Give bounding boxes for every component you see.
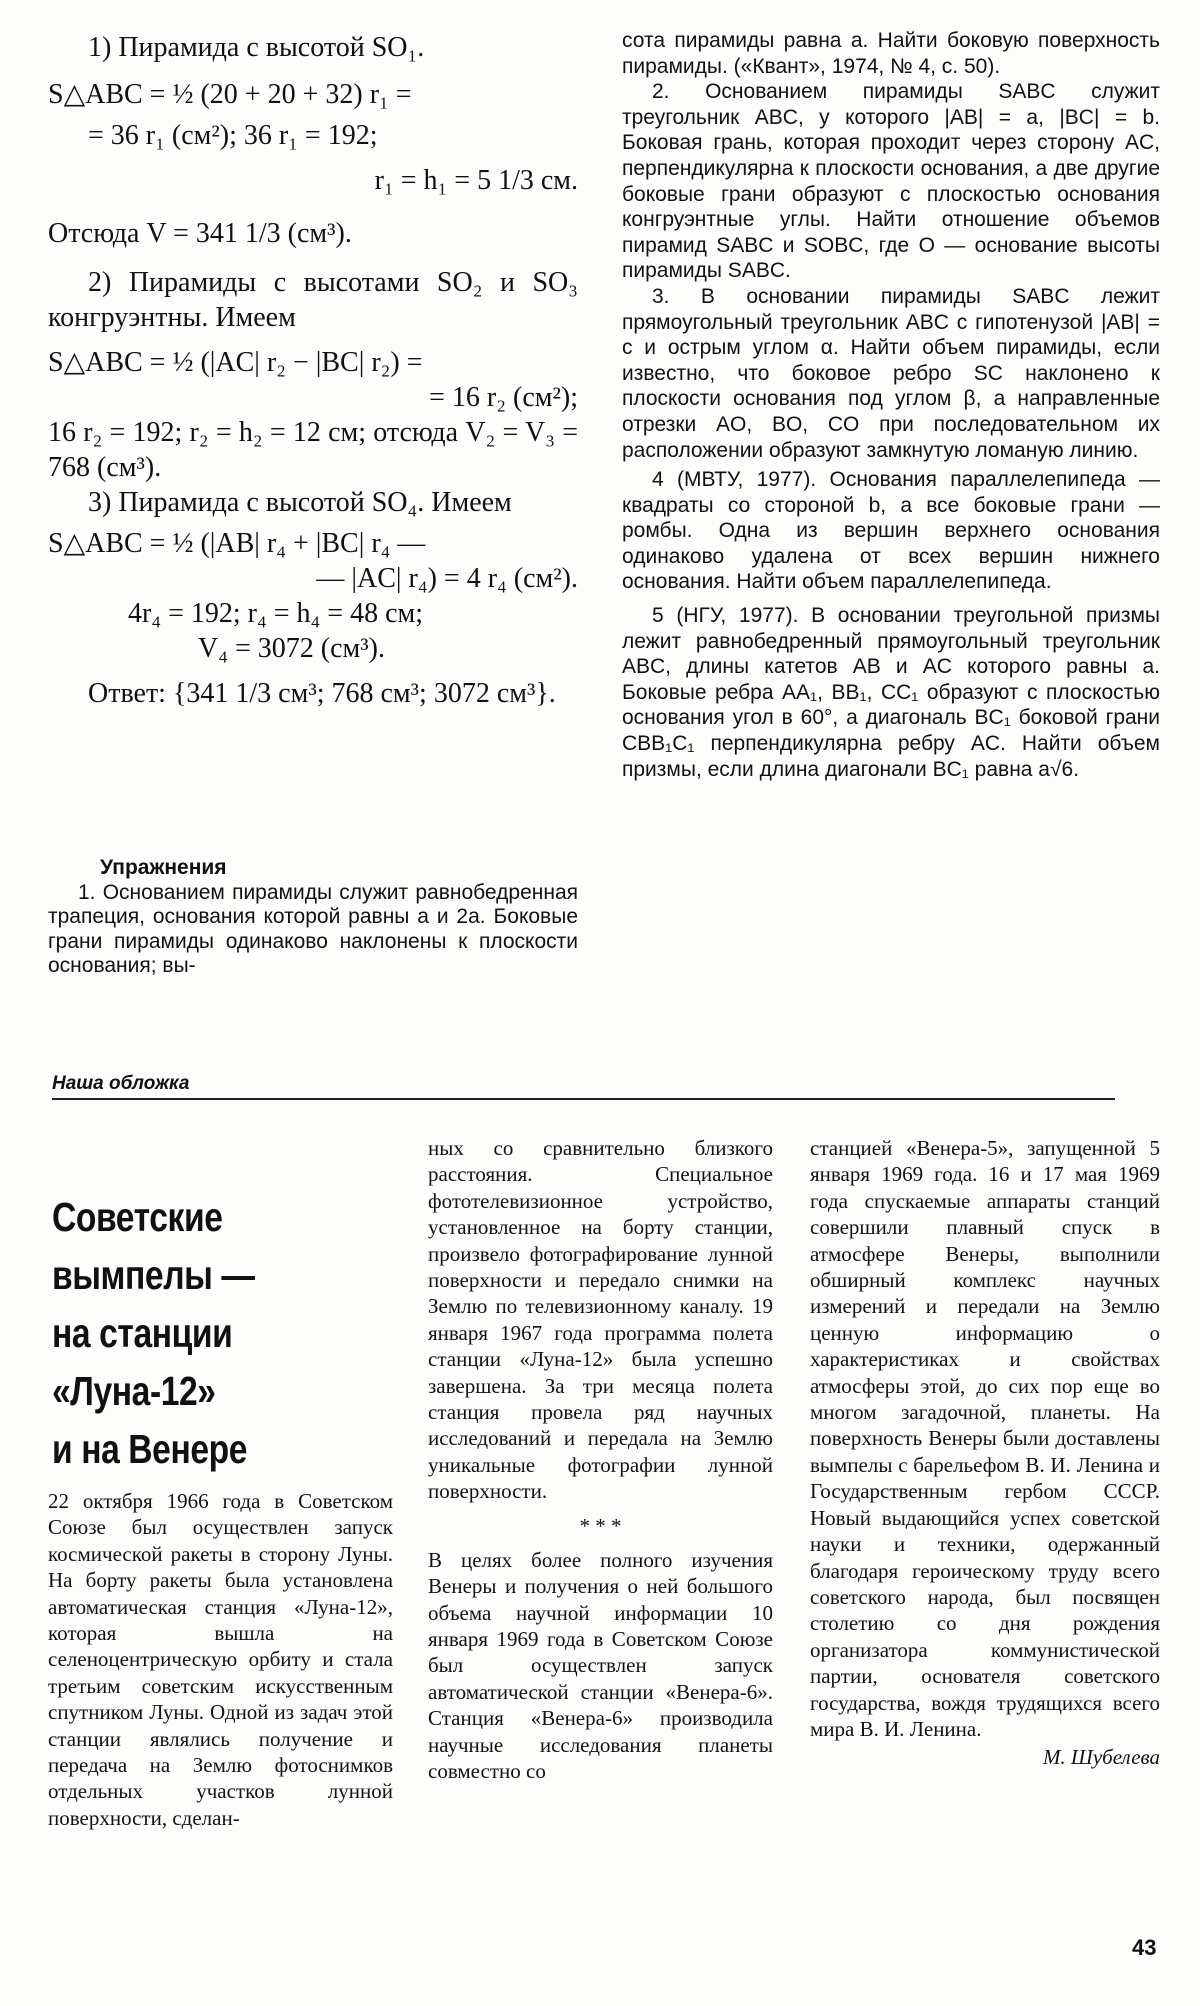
case2-equation-2: = 16 r₂ (см²); — [429, 382, 578, 413]
section-break-stars: * * * — [579, 1513, 622, 1538]
case3-equation-3: 4r₄ = 192; r₄ = h₄ = 48 см; — [128, 598, 424, 629]
case1-equation-3: r₁ = h₁ = 5 1/3 см. — [374, 165, 578, 196]
article-col1-text: 22 октября 1966 года в Советском Союзе был осуществлен запуск космической ракеты в сторону Луны. На борту ракеты была установлена автоматическая станция «Луна-12», которая вышла на селеноцентрическую орбиту и стала третьим советским искусственным спутником Луны. Одной из задач этой станции являлись получение и передача на Землю фотоснимков отдельных участков лунной поверхности, сделан- — [48, 1489, 393, 1830]
case2-equation-1: S△ABC = ½ (|AC| r₂ − |BC| r₂) = — [48, 347, 423, 378]
article-col2-text-b: В целях более полного изучения Венеры и получения о ней большого объема научной информации 10 января 1969 года в Советском Союзе был осуществлен запуск автоматической станции «Венера-6». Станция «Венера-6» производила научные исследования планеты совместно со — [428, 1547, 773, 1783]
headline-line-2: вымпелы — — [52, 1252, 255, 1298]
headline-line-1: Советские — [52, 1194, 223, 1240]
headline-line-4: «Луна-12» — [52, 1368, 216, 1414]
solution-column — [48, 30, 578, 711]
case1-result: Отсюда V = 341 1/3 (см³). — [48, 218, 352, 249]
answer: Ответ: {341 1/3 см³; 768 см³; 3072 см³}. — [88, 678, 556, 709]
article-column-2 — [428, 1135, 773, 1784]
exercise-5: 5 (НГУ, 1977). В основании треугольной призмы лежит равнобедренный прямоугольный треугольник ABC, длины катетов AB и AC которого равны a. Боковые ребра AA₁, BB₁, CC₁ образуют с плоскостью основания угол в 60°, а диагональ BC₁ боковой грани CBB₁C₁ перпендикулярна ребру AC. Найти объем призмы, если длина диагонали BC₁ равна a√6. — [622, 604, 1160, 781]
article-headline — [52, 1188, 347, 1478]
case3-equation-2: — |AC| r₄) = 4 r₄ (см²). — [316, 563, 578, 594]
exercise-4: 4 (МВТУ, 1977). Основания параллелепипеда — квадраты со стороной b, а все боковые грани — ромбы. Одна из вершин верхнего основания одинаково удалена от всех вершин нижнего основания. Найти объем параллелепипеда. — [622, 468, 1160, 594]
case3-heading: 3) Пирамида с высотой SO₄. Имеем — [88, 487, 512, 518]
article-column-3 — [810, 1135, 1160, 1792]
exercise-3: 3. В основании пирамиды SABC лежит прямоугольный треугольник ABC с гипотенузой |AB| = c и острым углом α. Найти объем пирамиды, если известно, что боковое ребро SC наклонено к плоскости основания под углом β, а направленные отрезки AO, BO, CO при последовательном их расположении образуют замкнутую ломаную линию. — [622, 284, 1160, 462]
article-col3-text: станцией «Венера-5», запущенной 5 января 1969 года. 16 и 17 мая 1969 года спускаемые аппараты станций совершили плавный спуск в атмосфере Венеры, выполнили обширный комплекс научных измерений и передали на Землю ценную информацию о характеристиках и свойствах атмосферы этой, до сих пор еще во многом загадочной, планеты. На поверхность Венеры были доставлены вымпелы с барельефом В. И. Ленина и Государственным гербом СССР. Новый выдающийся успех советской науки и техники, одержанный благодаря героическому труду всего советского народа, был посвящен столетию со дня рождения организатора коммунистической партии, основателя советского государства, вождя трудящихся всего мира В. И. Ленина. — [810, 1136, 1160, 1741]
exercises-title: Упражнения — [100, 856, 227, 879]
author-signature: М. Шубелева — [1042, 1745, 1160, 1770]
case2-heading: 2) Пирамиды с высотами SO₂ и SO₃ конгруэнтны. Имеем — [48, 267, 578, 333]
case3-equation-1: S△ABC = ½ (|AB| r₄ + |BC| r₄ — — [48, 528, 426, 559]
article-col2-text-a: ных со сравнительно близкого расстояния. Специальное фототелевизионное устройство, установленное на борту станции, произвело фотографирование лунной поверхности и передало снимки на Землю по телевизионному каналу. 19 января 1967 года программа полета станции «Луна-12» была успешно завершена. За три месяца полета станция провела ряд научных исследований и передала на Землю уникальные фотографии лунной поверхности. — [428, 1136, 773, 1504]
case3-equation-4: V₄ = 3072 (см³). — [198, 633, 385, 664]
case1-heading: 1) Пирамида с высотой SO₁. — [88, 32, 425, 63]
exercise-2: 2. Основанием пирамиды SABC служит треугольник ABC, у которого |AB| = a, |BC| = b. Боковая грань, которая проходит через сторону AC, перпендикулярна к плоскости основания, а две другие боковые грани образуют с плоскостью основания конгруэнтные углы. Найти отношение объемов пирамид SABC и SOBC, где O — основание высоты пирамиды SABC. — [622, 80, 1160, 283]
section-divider — [52, 1098, 1115, 1100]
section-label: Наша обложка — [52, 1073, 190, 1094]
page-number: 43 — [1132, 1935, 1157, 1960]
case2-equation-3: 16 r₂ = 192; r₂ = h₂ = 12 см; отсюда V₂ = V₃ = 768 (см³). — [48, 417, 578, 483]
headline-line-5: и на Венере — [52, 1426, 248, 1472]
headline-line-3: на станции — [52, 1310, 233, 1356]
article-column-1 — [48, 1488, 393, 1831]
exercises-column — [622, 28, 1160, 782]
exercise-1: 1. Основанием пирамиды служит равнобедренная трапеция, основания которой равны a и 2a. Боковые грани пирамиды одинаково наклонены к плоскости основания; вы- — [48, 880, 578, 977]
case1-equation-2: = 36 r₁ (см²); 36 r₁ = 192; — [88, 120, 378, 151]
case1-equation-1: S△ABC = ½ (20 + 20 + 32) r₁ = — [48, 79, 412, 110]
exercise-1-continued: сота пирамиды равна a. Найти боковую поверхность пирамиды. («Квант», 1974, № 4, с. 50). — [622, 29, 1160, 78]
exercises-intro — [48, 852, 578, 979]
